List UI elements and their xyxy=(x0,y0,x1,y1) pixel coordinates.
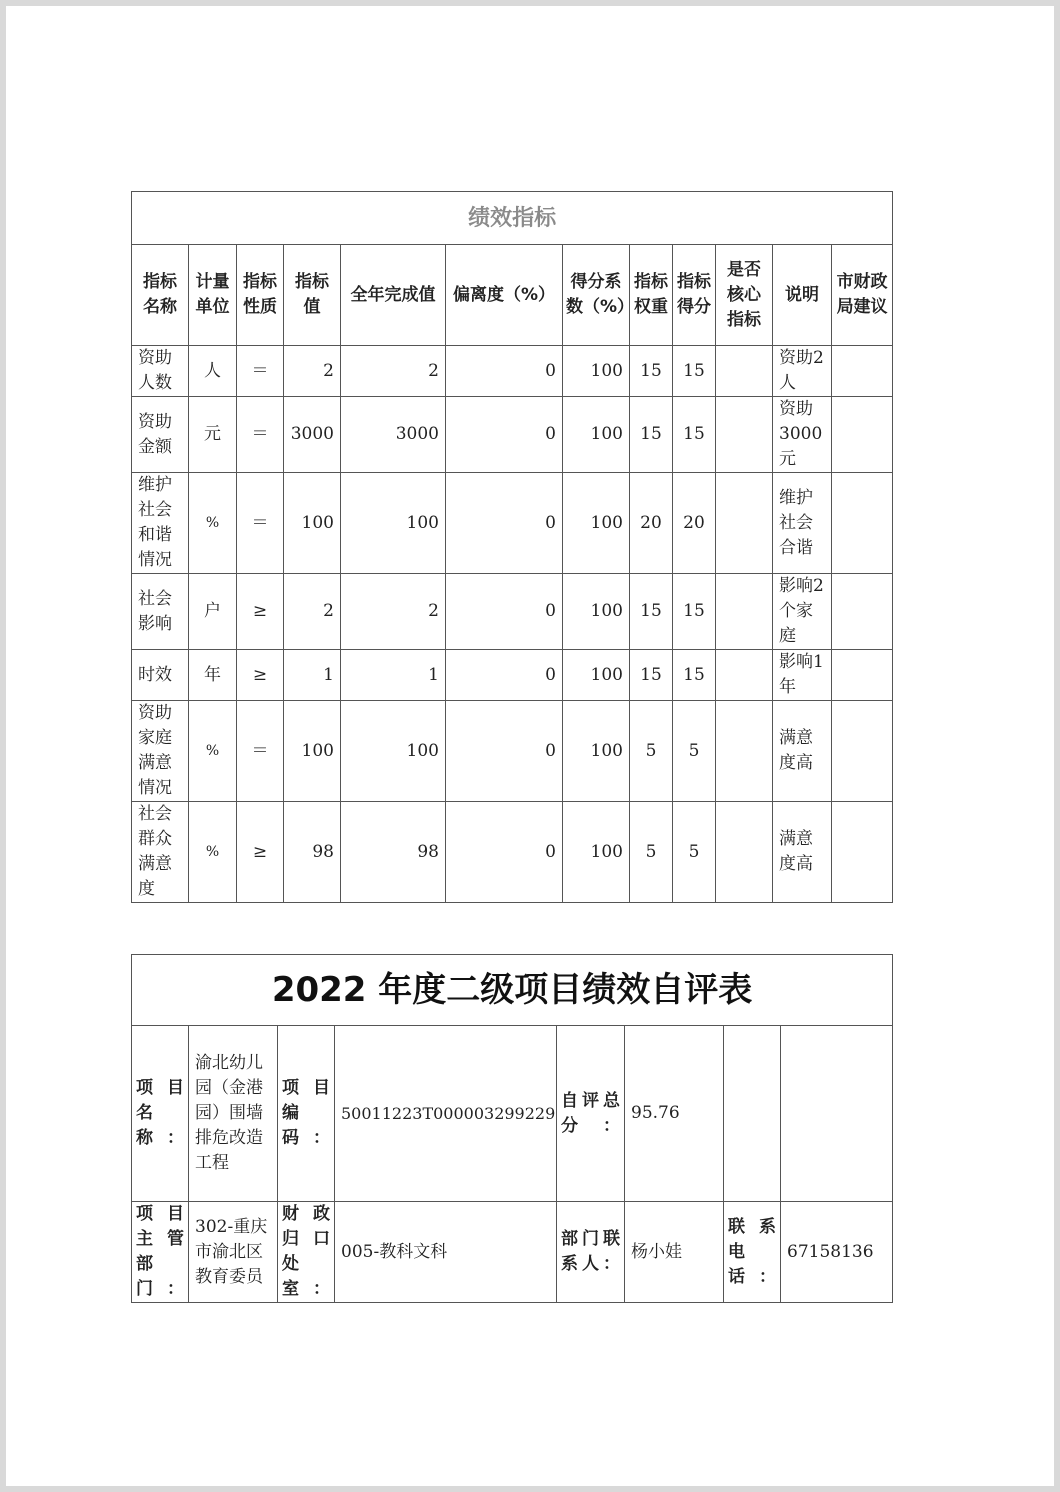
indicator-core-cell xyxy=(716,473,773,574)
indicator-name-cell: 资助金额 xyxy=(132,397,189,473)
project-name-label: 项目名称： xyxy=(132,1026,189,1202)
indicator-advice-cell xyxy=(832,473,893,574)
indicator-unit-cell: % xyxy=(189,802,237,903)
indicator-actual-cell: 100 xyxy=(341,473,446,574)
indicator-target-cell: 2 xyxy=(284,346,341,397)
indicator-row xyxy=(132,802,893,903)
indicator-advice-cell xyxy=(832,574,893,650)
indicator-deviation-cell: 0 xyxy=(446,701,563,802)
indicator-name-cell: 社会群众满意度 xyxy=(132,802,189,903)
indicator-weight-cell: 20 xyxy=(630,473,673,574)
header-cell: 指标值 xyxy=(284,245,341,346)
performance-indicator-table xyxy=(131,191,893,903)
indicator-score-cell: 20 xyxy=(673,473,716,574)
indicator-coef-cell: 100 xyxy=(563,701,630,802)
indicator-target-cell: 3000 xyxy=(284,397,341,473)
self-score-value: 95.76 xyxy=(625,1026,724,1202)
indicator-actual-cell: 1 xyxy=(341,650,446,701)
indicator-row xyxy=(132,397,893,473)
indicator-name-cell: 资助家庭满意情况 xyxy=(132,701,189,802)
indicator-coef-cell: 100 xyxy=(563,802,630,903)
indicator-advice-cell xyxy=(832,397,893,473)
header-cell: 是否核心指标 xyxy=(716,245,773,346)
indicator-unit-cell: 人 xyxy=(189,346,237,397)
finance-office-value: 005-教科文科 xyxy=(335,1202,557,1303)
indicator-deviation-cell: 0 xyxy=(446,473,563,574)
indicator-advice-cell xyxy=(832,346,893,397)
header-cell: 计量单位 xyxy=(189,245,237,346)
indicator-note-cell: 影响2个家庭 xyxy=(773,574,832,650)
indicator-note-cell: 满意度高 xyxy=(773,802,832,903)
indicator-unit-cell: 户 xyxy=(189,574,237,650)
project-code-label: 项目编码： xyxy=(278,1026,335,1202)
indicator-weight-cell: 15 xyxy=(630,397,673,473)
header-cell: 指标性质 xyxy=(237,245,284,346)
indicator-weight-cell: 15 xyxy=(630,346,673,397)
indicator-nature-cell: ＝ xyxy=(237,397,284,473)
indicator-unit-cell: % xyxy=(189,473,237,574)
finance-office-label: 财政归口处室： xyxy=(278,1202,335,1303)
indicator-unit-cell: 元 xyxy=(189,397,237,473)
header-cell: 指标权重 xyxy=(630,245,673,346)
indicator-core-cell xyxy=(716,650,773,701)
indicator-nature-cell: ＝ xyxy=(237,473,284,574)
indicator-coef-cell: 100 xyxy=(563,397,630,473)
indicator-deviation-cell: 0 xyxy=(446,802,563,903)
self-evaluation-table xyxy=(131,954,893,1303)
indicator-row xyxy=(132,346,893,397)
indicator-score-cell: 15 xyxy=(673,650,716,701)
contact-label: 部门联系人： xyxy=(557,1202,625,1303)
indicator-coef-cell: 100 xyxy=(563,574,630,650)
indicator-nature-cell: ≥ xyxy=(237,802,284,903)
header-cell: 全年完成值 xyxy=(341,245,446,346)
indicator-deviation-cell: 0 xyxy=(446,650,563,701)
empty-cell xyxy=(781,1026,893,1202)
indicator-target-cell: 100 xyxy=(284,701,341,802)
indicator-target-cell: 100 xyxy=(284,473,341,574)
indicator-core-cell xyxy=(716,701,773,802)
indicator-unit-cell: 年 xyxy=(189,650,237,701)
indicator-name-cell: 时效 xyxy=(132,650,189,701)
indicator-target-cell: 98 xyxy=(284,802,341,903)
indicator-actual-cell: 3000 xyxy=(341,397,446,473)
indicator-actual-cell: 98 xyxy=(341,802,446,903)
section-title: 绩效指标 xyxy=(132,192,893,245)
empty-cell xyxy=(724,1026,781,1202)
indicator-coef-cell: 100 xyxy=(563,650,630,701)
header-cell: 说明 xyxy=(773,245,832,346)
indicator-target-cell: 1 xyxy=(284,650,341,701)
indicator-advice-cell xyxy=(832,701,893,802)
indicator-core-cell xyxy=(716,397,773,473)
indicator-advice-cell xyxy=(832,650,893,701)
department-info-row xyxy=(132,1202,893,1303)
project-code-value: 50011223T000003299229 xyxy=(335,1026,557,1202)
indicator-actual-cell: 2 xyxy=(341,346,446,397)
indicator-nature-cell: ≥ xyxy=(237,574,284,650)
indicator-name-cell: 社会影响 xyxy=(132,574,189,650)
header-cell: 得分系数（%） xyxy=(563,245,630,346)
dept-value: 302-重庆市渝北区教育委员 xyxy=(189,1202,278,1303)
indicator-score-cell: 15 xyxy=(673,574,716,650)
indicator-nature-cell: ＝ xyxy=(237,701,284,802)
project-info-row xyxy=(132,1026,893,1202)
indicator-note-cell: 影响1年 xyxy=(773,650,832,701)
indicator-actual-cell: 100 xyxy=(341,701,446,802)
indicator-core-cell xyxy=(716,802,773,903)
indicator-row xyxy=(132,473,893,574)
header-row xyxy=(132,245,893,346)
dept-label: 项目主管部门： xyxy=(132,1202,189,1303)
indicator-row xyxy=(132,574,893,650)
indicator-score-cell: 15 xyxy=(673,397,716,473)
indicator-score-cell: 15 xyxy=(673,346,716,397)
header-cell: 指标得分 xyxy=(673,245,716,346)
indicator-row xyxy=(132,701,893,802)
indicator-weight-cell: 15 xyxy=(630,650,673,701)
indicator-weight-cell: 5 xyxy=(630,701,673,802)
indicator-unit-cell: % xyxy=(189,701,237,802)
contact-value: 杨小娃 xyxy=(625,1202,724,1303)
header-cell: 市财政局建议 xyxy=(832,245,893,346)
indicator-score-cell: 5 xyxy=(673,701,716,802)
indicator-nature-cell: ＝ xyxy=(237,346,284,397)
indicator-deviation-cell: 0 xyxy=(446,346,563,397)
indicator-note-cell: 满意度高 xyxy=(773,701,832,802)
header-cell: 偏离度（%） xyxy=(446,245,563,346)
indicator-nature-cell: ≥ xyxy=(237,650,284,701)
indicator-row xyxy=(132,650,893,701)
indicator-score-cell: 5 xyxy=(673,802,716,903)
indicator-note-cell: 维护社会合谐 xyxy=(773,473,832,574)
indicator-weight-cell: 5 xyxy=(630,802,673,903)
document-page xyxy=(6,6,1054,1486)
indicator-target-cell: 2 xyxy=(284,574,341,650)
indicator-actual-cell: 2 xyxy=(341,574,446,650)
indicator-coef-cell: 100 xyxy=(563,473,630,574)
indicator-note-cell: 资助3000元 xyxy=(773,397,832,473)
indicator-core-cell xyxy=(716,574,773,650)
evaluation-title: 2022 年度二级项目绩效自评表 xyxy=(132,955,893,1026)
indicator-name-cell: 维护社会和谐情况 xyxy=(132,473,189,574)
phone-value: 67158136 xyxy=(781,1202,893,1303)
indicator-deviation-cell: 0 xyxy=(446,574,563,650)
indicator-deviation-cell: 0 xyxy=(446,397,563,473)
indicator-note-cell: 资助2人 xyxy=(773,346,832,397)
indicator-weight-cell: 15 xyxy=(630,574,673,650)
indicator-coef-cell: 100 xyxy=(563,346,630,397)
project-name-value: 渝北幼儿园（金港园）围墙排危改造工程 xyxy=(189,1026,278,1202)
phone-label: 联系电话： xyxy=(724,1202,781,1303)
header-cell: 指标名称 xyxy=(132,245,189,346)
indicator-advice-cell xyxy=(832,802,893,903)
self-score-label: 自评总分： xyxy=(557,1026,625,1202)
indicator-core-cell xyxy=(716,346,773,397)
indicator-name-cell: 资助人数 xyxy=(132,346,189,397)
